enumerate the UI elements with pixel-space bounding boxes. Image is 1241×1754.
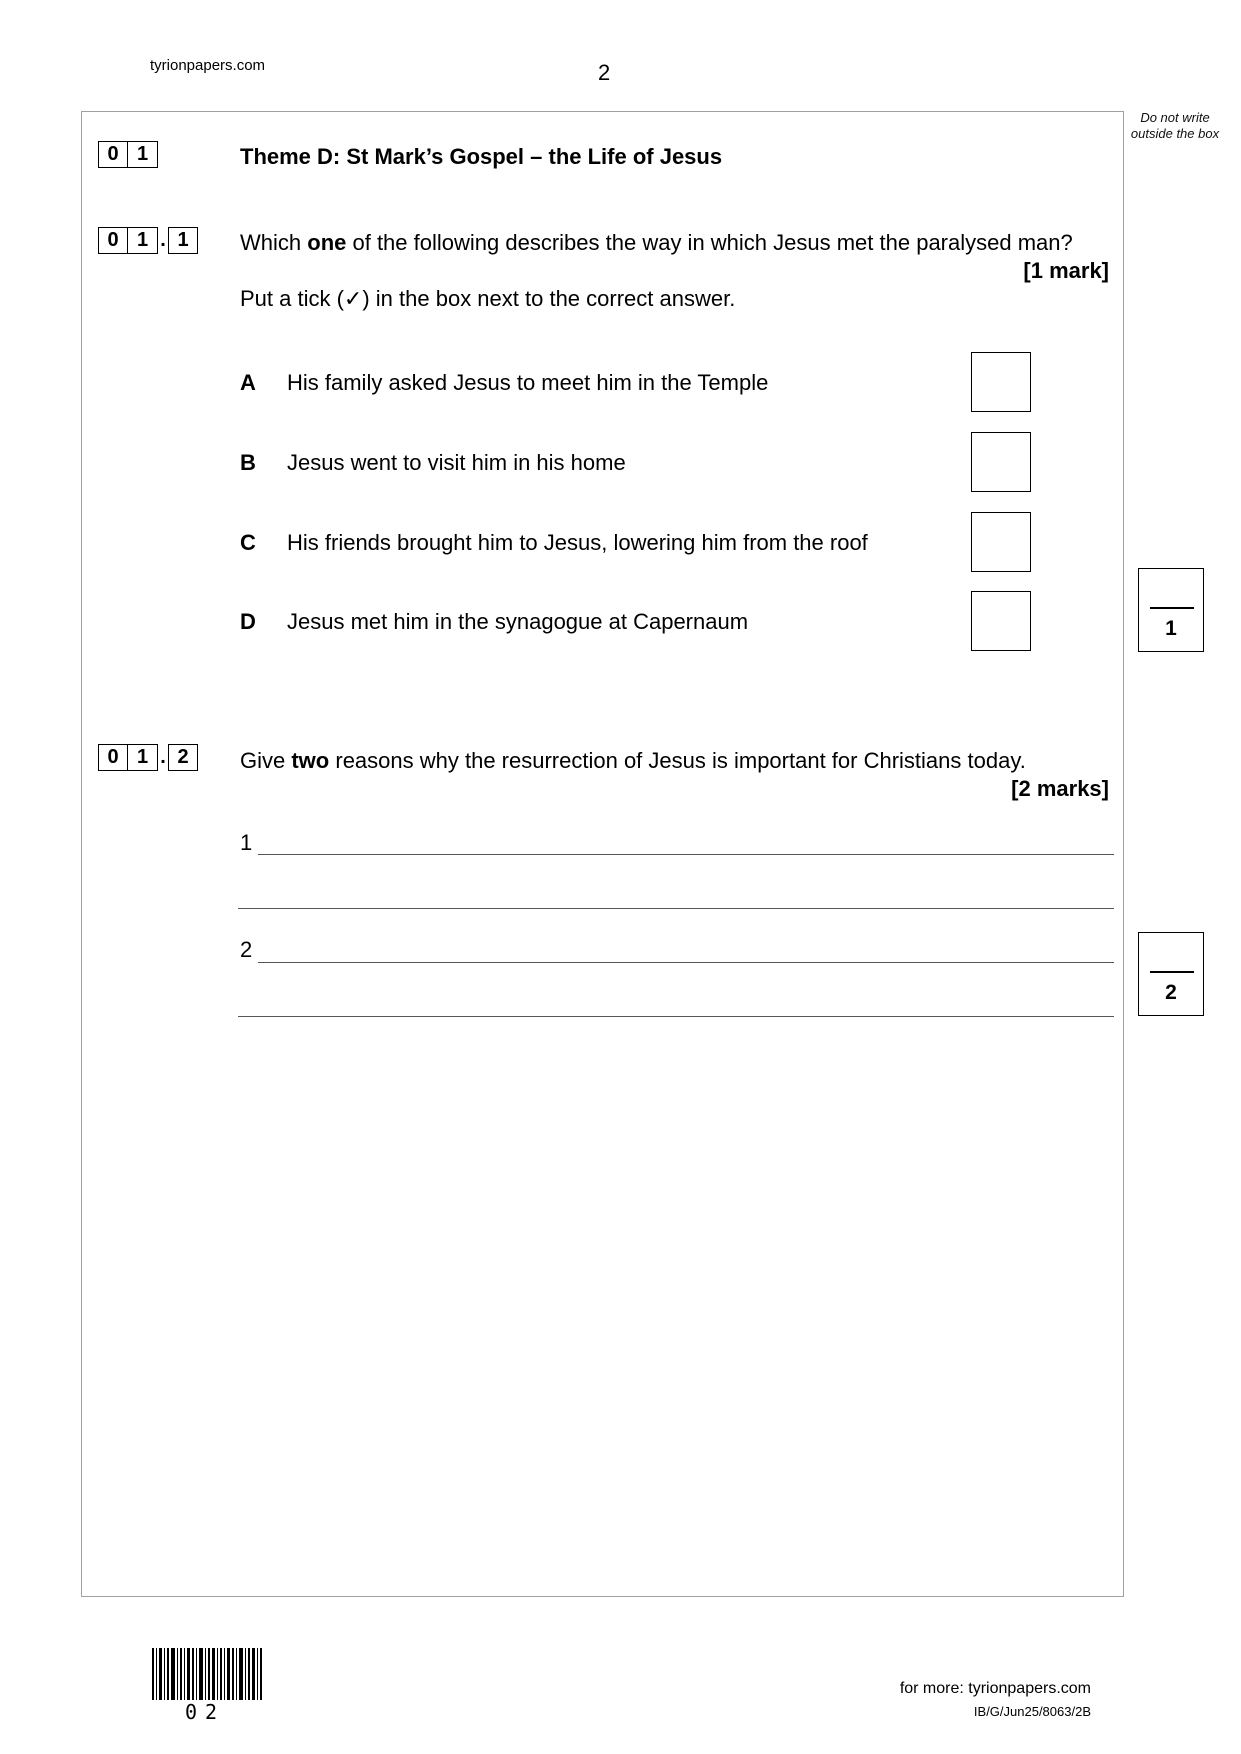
answer-label-1: 1 (240, 830, 253, 855)
question-text: Give (240, 748, 292, 773)
footer-code: IB/G/Jun25/8063/2B (973, 1704, 1091, 1719)
question-text: reasons why the resurrection of Jesus is important for Christians today. (329, 748, 1026, 773)
part1-question (240, 230, 1073, 256)
score-box-part1 (1138, 568, 1204, 652)
part1-instruction: Put a tick (✓) in the box next to the correct answer. (240, 286, 736, 311)
question-text: Which (240, 230, 308, 255)
part2-marks: [2 marks] (1011, 776, 1109, 801)
question-text: of the following describes the way in which Jesus met the paralysed man? (346, 230, 1073, 255)
part-separator: . (160, 746, 166, 768)
answer-line[interactable] (258, 854, 1114, 855)
question-title: Theme D: St Mark’s Gospel – the Life of Jesus (240, 144, 723, 169)
footer-more-link[interactable]: for more: tyrionpapers.com (899, 1680, 1091, 1697)
answer-label-2: 2 (240, 937, 253, 962)
question-emphasis: two (291, 748, 330, 773)
part-number-box (98, 227, 198, 254)
answer-line[interactable] (238, 1016, 1114, 1017)
score-box-part2 (1138, 932, 1204, 1016)
option-text-a: His family asked Jesus to meet him in the Temple (287, 370, 769, 395)
tick-box-a[interactable] (971, 352, 1031, 412)
option-text-d: Jesus met him in the synagogue at Capernaum (287, 609, 749, 634)
part-digit: 1 (128, 744, 158, 771)
answer-line[interactable] (238, 908, 1114, 909)
margin-note: Do not write outside the box (1130, 110, 1220, 141)
option-letter-d: D (240, 609, 256, 634)
score-total: 2 (1165, 981, 1177, 1004)
part-digit: 1 (128, 227, 158, 254)
part-digit: 2 (168, 744, 198, 771)
tick-box-d[interactable] (971, 591, 1031, 651)
tick-box-b[interactable] (971, 432, 1031, 492)
question-digit: 1 (128, 141, 158, 168)
question-number-box (98, 141, 158, 168)
option-text-c: His friends brought him to Jesus, lowering him from the roof (287, 530, 868, 555)
part-separator: . (160, 229, 166, 251)
barcode-icon (152, 1648, 264, 1700)
option-letter-c: C (240, 530, 256, 555)
part2-question (240, 748, 1026, 774)
page-number: 2 (598, 60, 611, 85)
site-header: tyrionpapers.com (150, 57, 266, 74)
score-total: 1 (1165, 617, 1177, 640)
option-letter-b: B (240, 450, 256, 475)
tick-box-c[interactable] (971, 512, 1031, 572)
barcode-number: 02 (185, 1700, 226, 1724)
answer-line[interactable] (258, 962, 1114, 963)
option-letter-a: A (240, 370, 256, 395)
part-digit: 1 (168, 227, 198, 254)
option-text-b: Jesus went to visit him in his home (287, 450, 626, 475)
part1-marks: [1 mark] (1023, 258, 1109, 283)
question-digit: 0 (98, 141, 128, 168)
part-number-box (98, 744, 198, 771)
part-digit: 0 (98, 227, 128, 254)
part-digit: 0 (98, 744, 128, 771)
score-divider (1150, 607, 1194, 609)
question-emphasis: one (307, 230, 347, 255)
score-divider (1150, 971, 1194, 973)
